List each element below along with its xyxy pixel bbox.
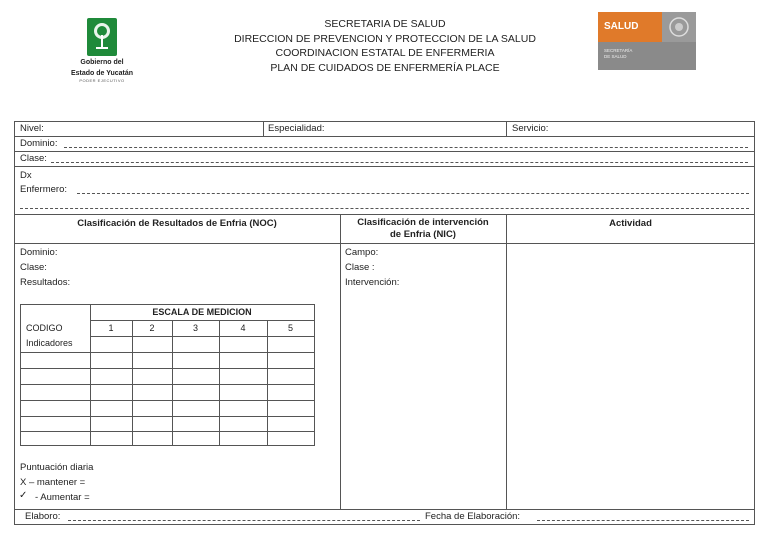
scale-level-1: 1 <box>108 323 114 333</box>
checkmark-icon: ✓ <box>19 490 28 501</box>
scale-level-4: 4 <box>240 323 246 333</box>
divider <box>263 122 264 136</box>
actividad-header: Actividad <box>609 218 652 229</box>
logo-text-poder: PODER EJECUTIVO <box>79 78 125 83</box>
secretaria-salud-logo <box>598 12 696 70</box>
nic-header <box>341 217 505 241</box>
clase-label: Clase: <box>20 153 47 164</box>
scale-codigo-label: CODIGO <box>26 323 63 333</box>
row-clase <box>15 152 754 167</box>
aumentar-label: - Aumentar = <box>35 492 90 503</box>
enfermero-label: Enfermero: <box>20 184 67 195</box>
header-line-1: SECRETARIA DE SALUD <box>324 18 446 30</box>
noc-resultados-label: Resultados: <box>20 277 71 288</box>
nic-clase-label: Clase : <box>345 262 375 273</box>
dominio-blank[interactable] <box>64 147 748 148</box>
row-nivel <box>15 122 754 137</box>
elaboro-label: Elaboro: <box>25 511 61 522</box>
logo-text-estado: Estado de Yucatán <box>70 70 134 77</box>
dominio-label: Dominio: <box>20 138 58 149</box>
enfermero-blank-2[interactable] <box>20 208 749 209</box>
column-divider <box>340 215 341 509</box>
nivel-label: Nivel: <box>20 123 44 134</box>
especialidad-label: Especialidad: <box>268 123 325 134</box>
care-plan-form <box>14 121 755 525</box>
mantener-label: X – mantener = <box>20 477 86 488</box>
divider <box>506 122 507 136</box>
logo-sub-secretaria: SECRETARÍA <box>604 48 633 53</box>
mexico-seal-icon <box>662 12 696 42</box>
puntuacion-label: Puntuación diaria <box>20 462 94 473</box>
row-dx-enfermero <box>15 167 754 215</box>
header-line-2: DIRECCION DE PREVENCION Y PROTECCION DE LA SALUD <box>234 32 536 45</box>
scale-level-5: 5 <box>287 323 293 333</box>
yucatan-government-logo <box>66 18 138 88</box>
elaboro-blank[interactable] <box>68 520 420 521</box>
scale-title: ESCALA DE MEDICION <box>152 307 252 317</box>
fecha-label: Fecha de Elaboración: <box>425 511 521 522</box>
dx-label: Dx <box>20 170 32 181</box>
tree-emblem-icon <box>87 18 117 56</box>
nic-intervencion-label: Intervención: <box>345 277 400 288</box>
logo-sub-de-salud: DE SALUD <box>604 54 627 59</box>
header-line-4: PLAN DE CUIDADOS DE ENFERMERÍA PLACE <box>270 61 500 74</box>
servicio-label: Servicio: <box>512 123 549 134</box>
noc-dominio-label: Dominio: <box>20 247 58 258</box>
document-header <box>200 17 570 75</box>
nic-campo-label: Campo: <box>345 247 379 258</box>
row-footer <box>15 509 754 524</box>
salud-wordmark: SALUD <box>598 12 662 42</box>
enfermero-blank[interactable] <box>77 193 749 194</box>
clase-blank[interactable] <box>51 162 748 163</box>
column-divider <box>506 215 507 509</box>
nic-header-line-2: de Enfria (NIC) <box>390 229 456 240</box>
row-dominio <box>15 137 754 152</box>
nic-header-line-1: Clasificación de intervención <box>357 217 489 228</box>
noc-header: Clasificación de Resultados de Enfria (NOC) <box>77 218 277 229</box>
header-line-3: COORDINACION ESTATAL DE ENFERMERIA <box>275 47 495 59</box>
logo-text-gobierno: Gobierno del <box>80 59 124 66</box>
scale-indicadores-label: Indicadores <box>26 338 73 348</box>
scale-level-2: 2 <box>149 323 155 333</box>
row-column-headers <box>15 215 754 244</box>
scale-level-3: 3 <box>192 323 198 333</box>
fecha-blank[interactable] <box>537 520 749 521</box>
measurement-scale-table <box>20 304 315 446</box>
noc-clase-label: Clase: <box>20 262 47 273</box>
